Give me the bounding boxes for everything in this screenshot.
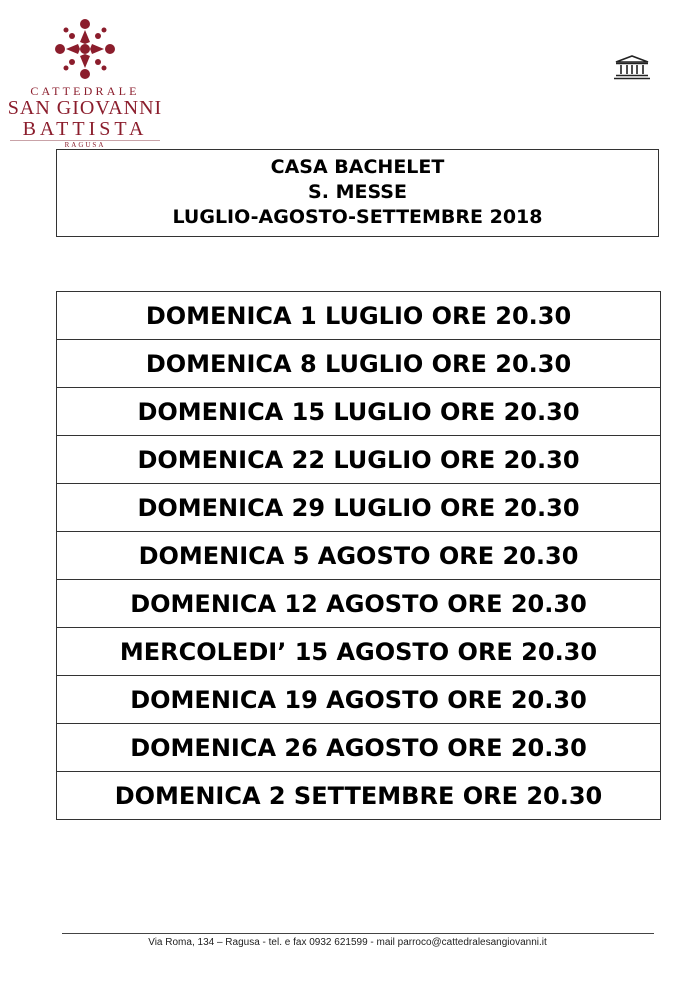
title-box [56, 149, 659, 237]
unesco-temple-icon [614, 54, 650, 80]
title-line-period: LUGLIO-AGOSTO-SETTEMBRE 2018 [172, 206, 543, 228]
table-row [57, 724, 661, 772]
unesco-logo [614, 54, 650, 84]
table-row [57, 532, 661, 580]
schedule-entry: DOMENICA 5 AGOSTO ORE 20.30 [57, 532, 661, 580]
schedule-entry: DOMENICA 29 LUGLIO ORE 20.30 [57, 484, 661, 532]
table-row [57, 484, 661, 532]
table-row [57, 292, 661, 340]
cross-ornament-icon [50, 16, 120, 82]
title-line-casa-bachelet: CASA BACHELET [270, 156, 445, 178]
logo-line-ragusa: RAGUSA [10, 140, 160, 150]
schedule-entry: MERCOLEDI’ 15 AGOSTO ORE 20.30 [57, 628, 661, 676]
schedule-entry: DOMENICA 8 LUGLIO ORE 20.30 [57, 340, 661, 388]
schedule-entry: DOMENICA 15 LUGLIO ORE 20.30 [57, 388, 661, 436]
mass-schedule-table [56, 291, 661, 820]
table-row [57, 388, 661, 436]
schedule-entry: DOMENICA 22 LUGLIO ORE 20.30 [57, 436, 661, 484]
logo-line-battista: BATTISTA [22, 118, 148, 140]
logo-line-cattedrale: CATTEDRALE [30, 84, 140, 98]
cathedral-logo [6, 16, 164, 150]
table-row [57, 580, 661, 628]
table-row [57, 436, 661, 484]
schedule-entry: DOMENICA 12 AGOSTO ORE 20.30 [57, 580, 661, 628]
schedule-entry: DOMENICA 1 LUGLIO ORE 20.30 [57, 292, 661, 340]
schedule-entry: DOMENICA 26 AGOSTO ORE 20.30 [57, 724, 661, 772]
table-row [57, 772, 661, 820]
table-row [57, 340, 661, 388]
schedule-entry: DOMENICA 2 SETTEMBRE ORE 20.30 [57, 772, 661, 820]
footer-contact: Via Roma, 134 – Ragusa - tel. e fax 0932 621599 - mail parroco@cattedralesangiovanni.it [148, 937, 547, 948]
table-row [57, 676, 661, 724]
schedule-entry: DOMENICA 19 AGOSTO ORE 20.30 [57, 676, 661, 724]
table-row [57, 628, 661, 676]
title-line-s-messe: S. MESSE [308, 181, 407, 203]
logo-line-san-giovanni: SAN GIOVANNI [7, 97, 163, 119]
footer-divider [62, 933, 654, 934]
